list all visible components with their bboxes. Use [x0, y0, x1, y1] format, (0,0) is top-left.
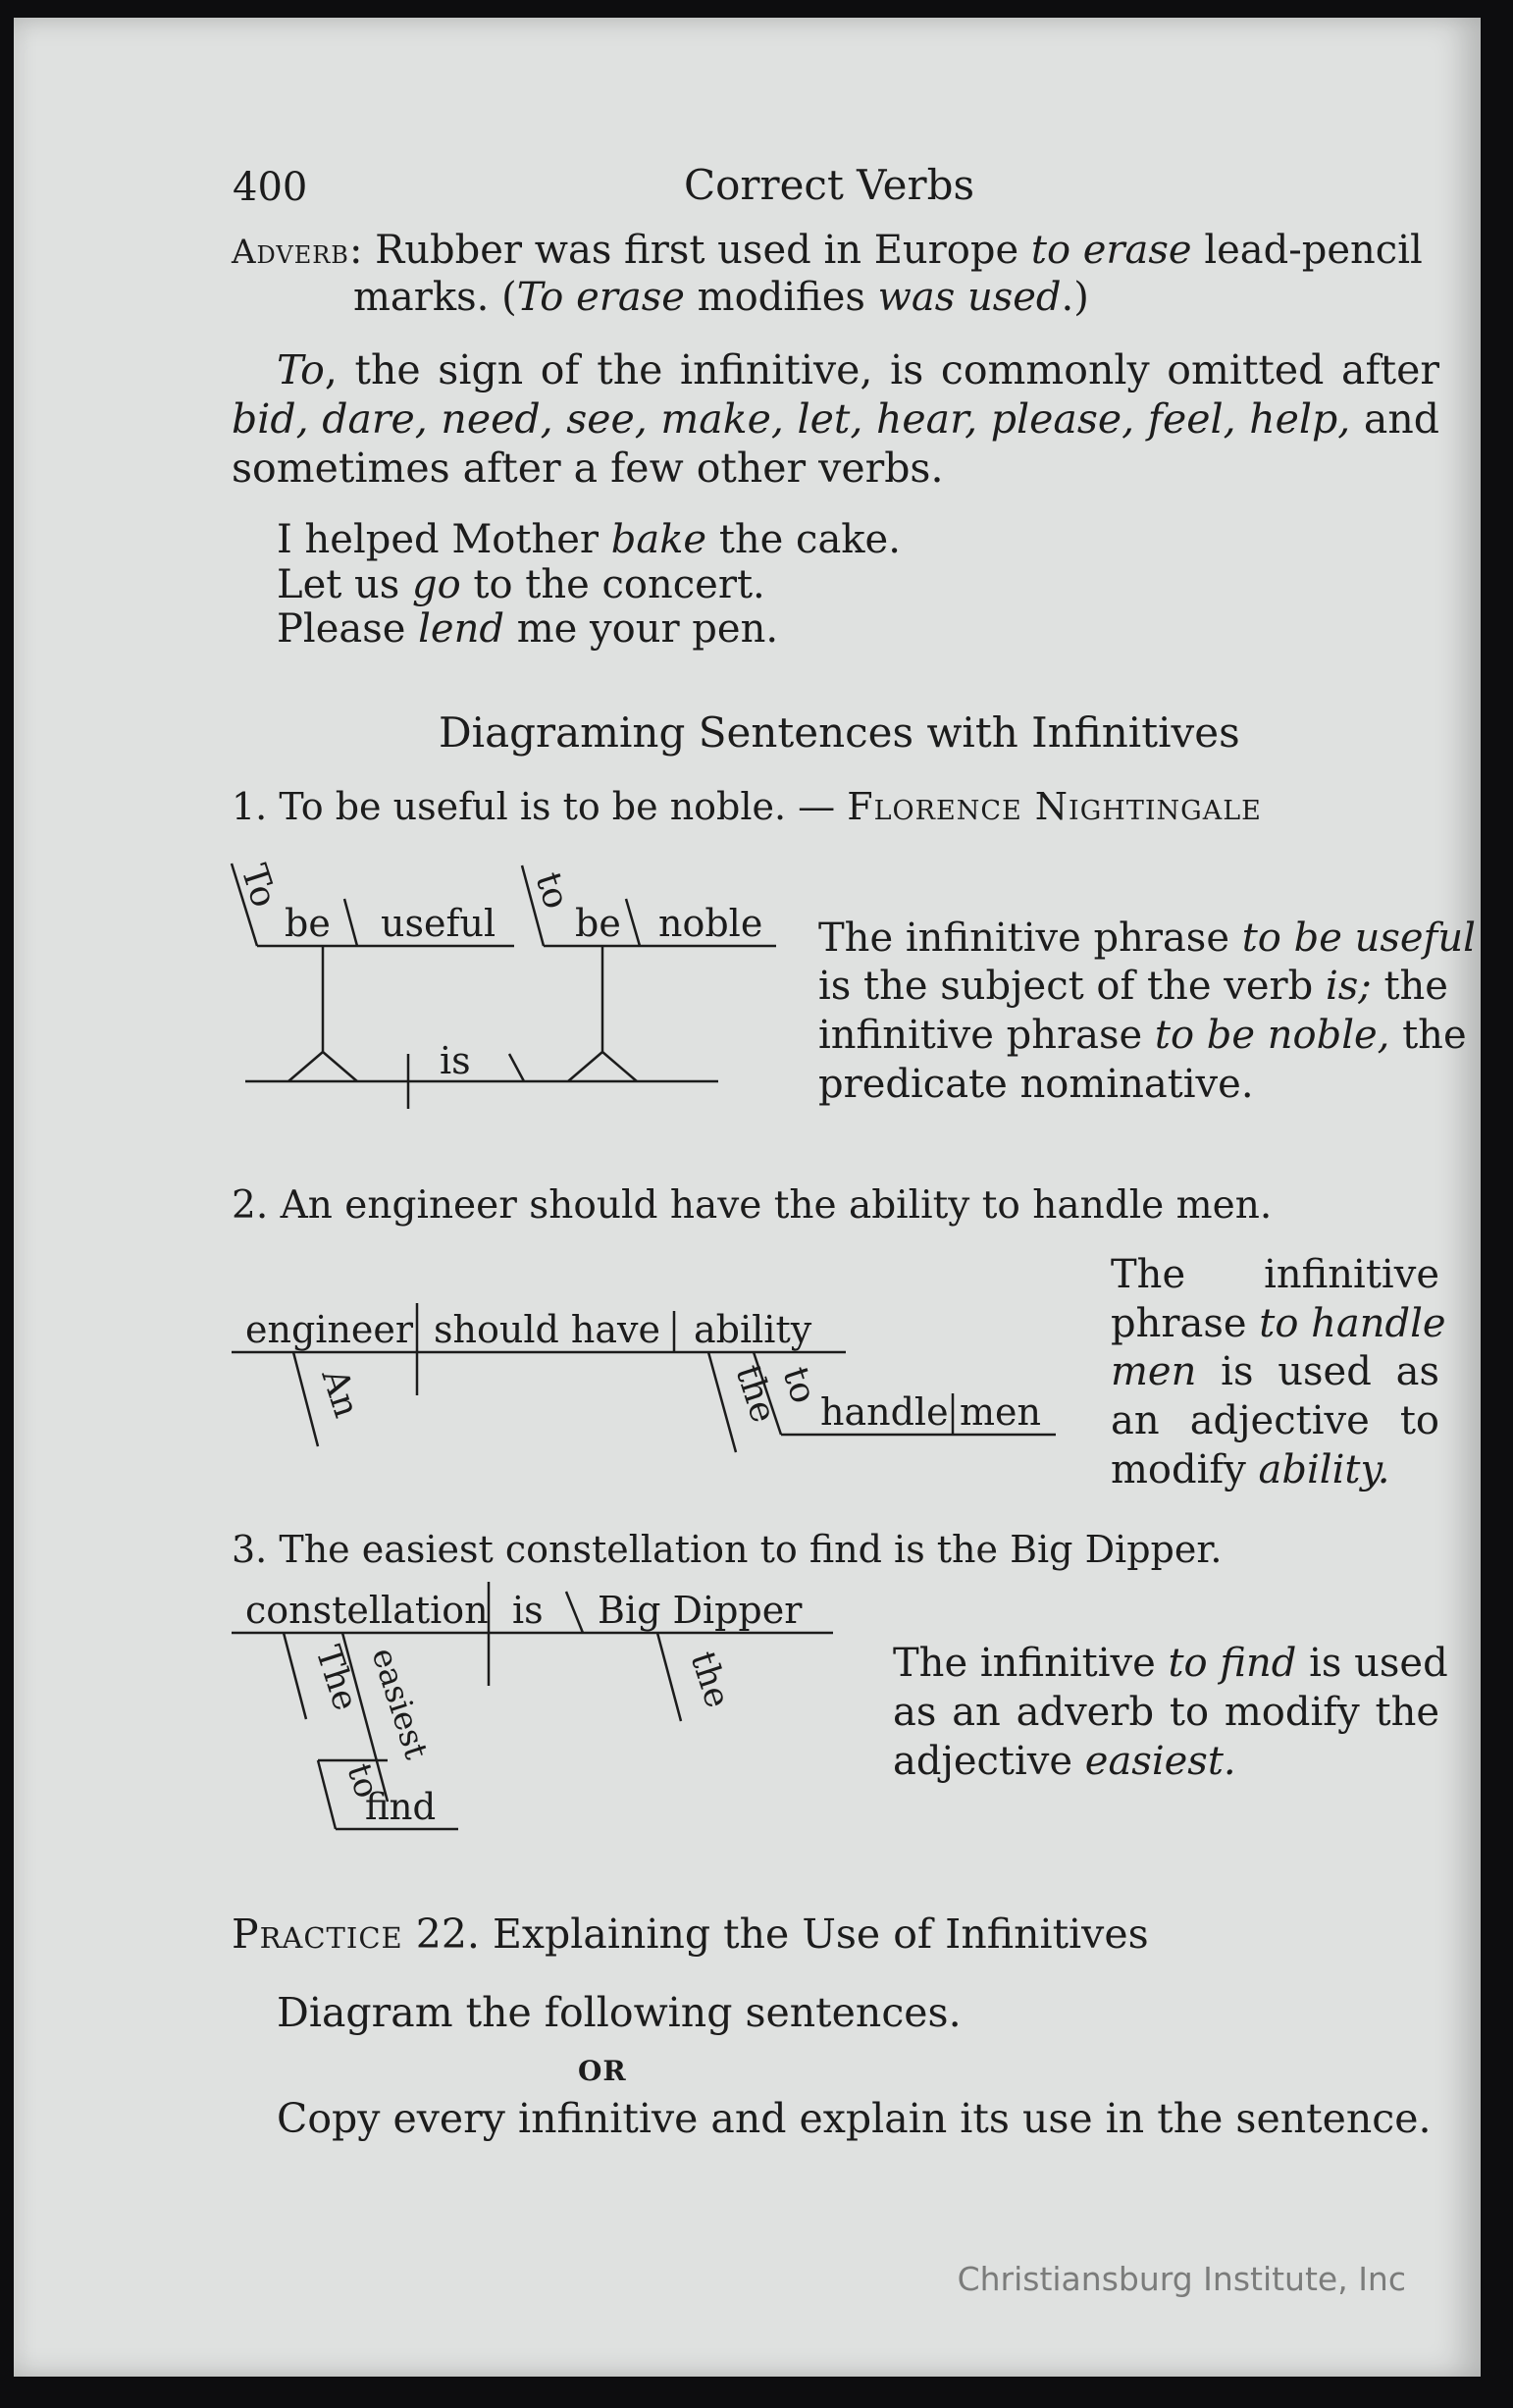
practice-label: Practice: [232, 1911, 403, 1958]
sentence-3: 3. The easiest constellation to find is the Big Dipper.: [232, 1528, 1223, 1571]
diagram3-is: is: [512, 1589, 544, 1632]
explanation-1-line2: is the subject of the verb is; the: [818, 964, 1448, 1009]
book-page: [14, 18, 1481, 2377]
adverb-example-line1: Adverb: Rubber was first used in Europe to erase lead-pencil: [232, 228, 1423, 273]
sentence-2: 2. An engineer should have the ability to handle men.: [232, 1183, 1273, 1228]
diagram1-noble: noble: [658, 902, 763, 945]
explanation-2-line5: modify ability.: [1111, 1447, 1390, 1492]
adverb-example-line2: marks. (To erase modifies was used.): [353, 275, 1089, 320]
explanation-2-line2: phrase to handle: [1111, 1301, 1446, 1346]
diagram3-constellation: constellation: [245, 1589, 489, 1632]
diagram2-handle: handle: [820, 1390, 949, 1434]
sentence-1: 1. To be useful is to be noble. — Florence Nightingale: [232, 785, 1262, 828]
diagram3-to: to: [339, 1758, 388, 1804]
example-sentence: I helped Mother bake the cake.: [277, 517, 901, 562]
diagram2-should-have: should have: [434, 1308, 660, 1351]
example-sentence: Please lend me your pen.: [277, 606, 779, 652]
diagram2-ability: ability: [694, 1308, 812, 1351]
explanation-3-line1: The infinitive to find is used: [893, 1641, 1448, 1686]
diagram2-engineer: engineer: [245, 1308, 414, 1351]
practice-instruction-1: Diagram the following sentences.: [277, 1989, 962, 2036]
explanation-3-line3: adjective easiest.: [893, 1739, 1236, 1784]
omission-paragraph-line3: sometimes after a few other verbs.: [232, 445, 944, 492]
diagram3-the-left: The: [307, 1641, 366, 1716]
diagram2-the: the: [727, 1360, 784, 1428]
watermark: Christiansburg Institute, Inc: [957, 2260, 1406, 2298]
diagram1-is: is: [440, 1039, 471, 1082]
practice-instruction-2: Copy every infinitive and explain its use in the sentence.: [277, 2095, 1432, 2142]
diagram1-to-right: to: [527, 867, 577, 915]
practice-heading: Practice 22. Explaining the Use of Infinitives: [232, 1911, 1149, 1958]
diagram3-find: find: [365, 1786, 437, 1828]
explanation-1-line1: The infinitive phrase to be useful: [818, 916, 1476, 961]
page-number: 400: [233, 165, 308, 210]
omission-paragraph-line2: bid, dare, need, see, make, let, hear, please, feel, help, and: [232, 395, 1439, 443]
diagram2-to: to: [774, 1362, 824, 1409]
section-heading: Diagraming Sentences with Infinitives: [439, 708, 1240, 757]
running-title: Correct Verbs: [684, 161, 975, 209]
diagram2-an: An: [313, 1364, 367, 1423]
diagram2-men: men: [960, 1390, 1041, 1434]
diagram1-useful: useful: [381, 902, 496, 945]
example-sentence: Let us go to the concert.: [277, 562, 765, 607]
explanation-1-line4: predicate nominative.: [818, 1062, 1254, 1107]
practice-or: OR: [578, 2055, 627, 2087]
explanation-2-line3: men is used as: [1111, 1349, 1439, 1394]
diagram1-to-left: To: [233, 860, 285, 913]
diagram1-be-left: be: [285, 902, 331, 945]
adverb-label: Adverb: [232, 233, 349, 272]
explanation-1-line3: infinitive phrase to be noble, the: [818, 1013, 1467, 1058]
omission-paragraph-line1: To, the sign of the infinitive, is commonly omitted after: [277, 346, 1439, 393]
diagram1-be-right: be: [575, 902, 621, 945]
diagram3-big-dipper: Big Dipper: [598, 1589, 803, 1632]
explanation-2-line1: The infinitive: [1111, 1252, 1439, 1297]
diagram3-easiest: easiest: [364, 1643, 437, 1764]
explanation-3-line2: as an adverb to modify the: [893, 1690, 1439, 1735]
explanation-2-line4: an adjective to: [1111, 1398, 1439, 1443]
diagram3-the-right: the: [682, 1647, 738, 1713]
